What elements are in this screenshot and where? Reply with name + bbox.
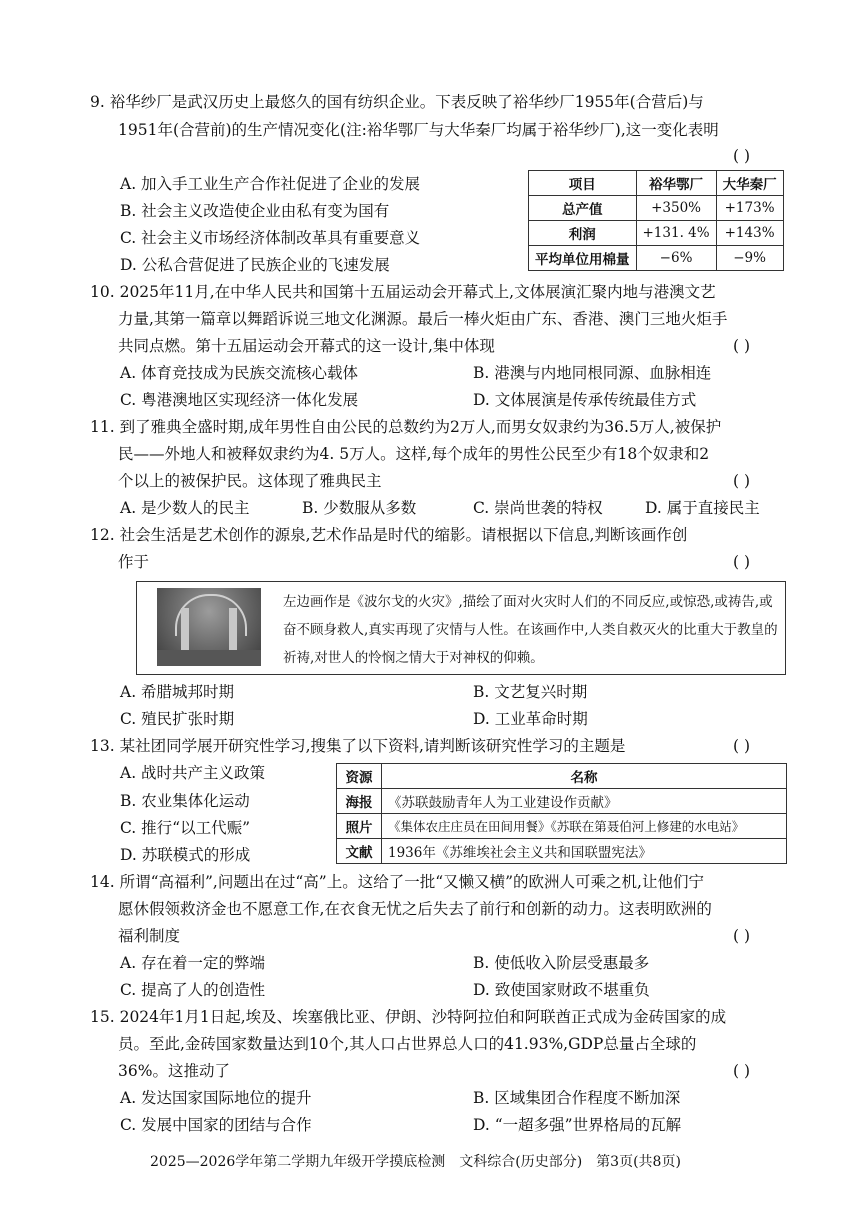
q14-option-b: B. 使低收入阶层受惠最多: [473, 954, 650, 972]
q13-option-b: B. 农业集体化运动: [120, 792, 250, 810]
q13-stem: 13. 某社团同学展开研究性学习,搜集了以下资料,请判断该研究性学习的主题是: [90, 737, 626, 755]
q15-stem-line1: 15. 2024年1月1日起,埃及、埃塞俄比亚、伊朗、沙特阿拉伯和阿联酋正式成为金砖国家的成: [90, 1008, 727, 1026]
q15-stem-line3: 36%。这推动了: [118, 1062, 230, 1080]
q12-material-box: [136, 581, 786, 675]
q10-stem-line1: 10. 2025年11月,在中华人民共和国第十五届运动会开幕式上,文体展演汇聚内地与港澳文艺: [90, 283, 716, 301]
q11-option-b: B. 少数服从多数: [302, 499, 417, 517]
fire-in-borgo-painting: [157, 588, 261, 666]
table-cell: +143%: [716, 221, 783, 246]
q13-option-c: C. 推行“以工代赈”: [120, 819, 251, 837]
table-cell: +350%: [636, 196, 716, 221]
table-cell: 文献: [337, 839, 382, 864]
table-header-cell: 项目: [529, 171, 637, 196]
q12-material-text: 左边画作是《波尔戈的火灾》,描绘了面对火灾时人们的不同反应,或惊恐,或祷告,或奋不顾身救人,真实再现了灾情与人性。在该画作中,人类自救灭火的比重大于教皇的祈祷,对世人的怜悯之情大于对神权的仰赖。: [283, 594, 778, 666]
q13-answer-blank: ( ): [733, 737, 751, 755]
q13-source-table: [336, 763, 787, 864]
q14-answer-blank: ( ): [733, 927, 751, 945]
table-cell: −9%: [716, 246, 783, 271]
table-row: [529, 246, 784, 271]
q11-stem-line1: 11. 到了雅典全盛时期,成年男性自由公民的总数约为2万人,而男女奴隶约为36.5万人,被保护: [90, 418, 722, 436]
table-cell: 《集体农庄庄员在田间用餐》《苏联在第聂伯河上修建的水电站》: [382, 814, 787, 839]
table-header-cell: 裕华鄂厂: [636, 171, 716, 196]
q15-option-b: B. 区域集团合作程度不断加深: [473, 1089, 681, 1107]
table-header-cell: 名称: [382, 764, 787, 789]
q14-stem-line1: 14. 所谓“高福利”,问题出在过“高”上。这给了一批“又懒又横”的欧洲人可乘之机,让他们宁: [90, 873, 704, 891]
q10-option-a: A. 体育竞技成为民族交流核心载体: [120, 364, 359, 382]
table-cell: 利润: [529, 221, 637, 246]
table-cell: 1936年《苏维埃社会主义共和国联盟宪法》: [382, 839, 787, 864]
q15-stem-line2: 员。至此,金砖国家数量达到10个,其人口占世界总人口的41.93%,GDP总量占全球的: [118, 1035, 697, 1053]
table-row: [529, 221, 784, 246]
q9-option-a: A. 加入手工业生产合作社促进了企业的发展: [120, 175, 421, 193]
q10-stem-line2: 力量,其第一篇章以舞蹈诉说三地文化渊源。最后一棒火炬由广东、香港、澳门三地火炬手: [118, 310, 728, 328]
q15-answer-blank: ( ): [733, 1062, 751, 1080]
q12-stem-line1: 12. 社会生活是艺术创作的源泉,艺术作品是时代的缩影。请根据以下信息,判断该画作创: [90, 526, 688, 544]
table-header-cell: 资源: [337, 764, 382, 789]
q14-option-a: A. 存在着一定的弊端: [120, 954, 266, 972]
q9-stem-line2: 1951年(合营前)的生产情况变化(注:裕华鄂厂与大华秦厂均属于裕华纱厂),这一变化表明: [118, 121, 719, 139]
table-header-cell: 大华秦厂: [716, 171, 783, 196]
q15-option-c: C. 发展中国家的团结与合作: [120, 1116, 312, 1134]
q12-answer-blank: ( ): [733, 553, 751, 571]
table-cell: −6%: [636, 246, 716, 271]
table-cell: 海报: [337, 789, 382, 814]
q9-option-b: B. 社会主义改造使企业由私有变为国有: [120, 202, 390, 220]
q11-stem-line3: 个以上的被保护民。这体现了雅典民主: [118, 472, 382, 490]
q15-option-d: D. “一超多强”世界格局的瓦解: [473, 1116, 682, 1134]
table-row: [529, 196, 784, 221]
table-header-row: [529, 171, 784, 196]
q15-option-a: A. 发达国家国际地位的提升: [120, 1089, 312, 1107]
q14-stem-line3: 福利制度: [118, 927, 181, 945]
table-cell: 总产值: [529, 196, 637, 221]
q10-answer-blank: ( ): [733, 337, 751, 355]
q14-option-c: C. 提高了人的创造性: [120, 981, 266, 999]
q10-option-b: B. 港澳与内地同根同源、血脉相连: [473, 364, 712, 382]
q9-option-d: D. 公私合营促进了民族企业的飞速发展: [120, 256, 390, 274]
table-cell: +131. 4%: [636, 221, 716, 246]
q11-option-a: A. 是少数人的民主: [120, 499, 250, 517]
table-header-row: [337, 764, 787, 789]
q11-answer-blank: ( ): [733, 472, 751, 490]
q10-option-d: D. 文体展演是传承传统最佳方式: [473, 391, 697, 409]
table-cell: +173%: [716, 196, 783, 221]
q13-option-d: D. 苏联模式的形成: [120, 846, 251, 864]
q9-data-table: [528, 170, 784, 271]
q9-answer-blank: ( ): [733, 147, 751, 165]
q12-option-d: D. 工业革命时期: [473, 710, 588, 728]
table-row: [337, 814, 787, 839]
q10-stem-line3: 共同点燃。第十五届运动会开幕式的这一设计,集中体现: [118, 337, 495, 355]
table-row: [337, 839, 787, 864]
q11-stem-line2: 民——外地人和被释奴隶约为4. 5万人。这样,每个成年的男性公民至少有18个奴隶和2: [118, 445, 710, 463]
q12-option-a: A. 希腊城邦时期: [120, 683, 235, 701]
q14-option-d: D. 致使国家财政不堪重负: [473, 981, 650, 999]
q9-option-c: C. 社会主义市场经济体制改革具有重要意义: [120, 229, 421, 247]
table-cell: 照片: [337, 814, 382, 839]
q14-stem-line2: 愿休假领救济金也不愿意工作,在衣食无忧之后失去了前行和创新的动力。这表明欧洲的: [118, 900, 712, 918]
q12-stem-line2: 作于: [118, 553, 150, 571]
page-footer: 2025—2026学年第二学期九年级开学摸底检测 文科综合(历史部分) 第3页(共8页): [150, 1154, 681, 1170]
table-cell: 《苏联鼓励青年人为工业建设作贡献》: [382, 789, 787, 814]
table-cell: 平均单位用棉量: [529, 246, 637, 271]
q12-option-c: C. 殖民扩张时期: [120, 710, 235, 728]
q11-option-d: D. 属于直接民主: [645, 499, 760, 517]
q13-option-a: A. 战时共产主义政策: [120, 764, 266, 782]
q9-stem-line1: 9. 裕华纱厂是武汉历史上最悠久的国有纺织企业。下表反映了裕华纱厂1955年(合营后)与: [90, 93, 704, 111]
table-row: [337, 789, 787, 814]
q10-option-c: C. 粤港澳地区实现经济一体化发展: [120, 391, 359, 409]
q12-option-b: B. 文艺复兴时期: [473, 683, 588, 701]
q11-option-c: C. 崇尚世袭的特权: [473, 499, 603, 517]
